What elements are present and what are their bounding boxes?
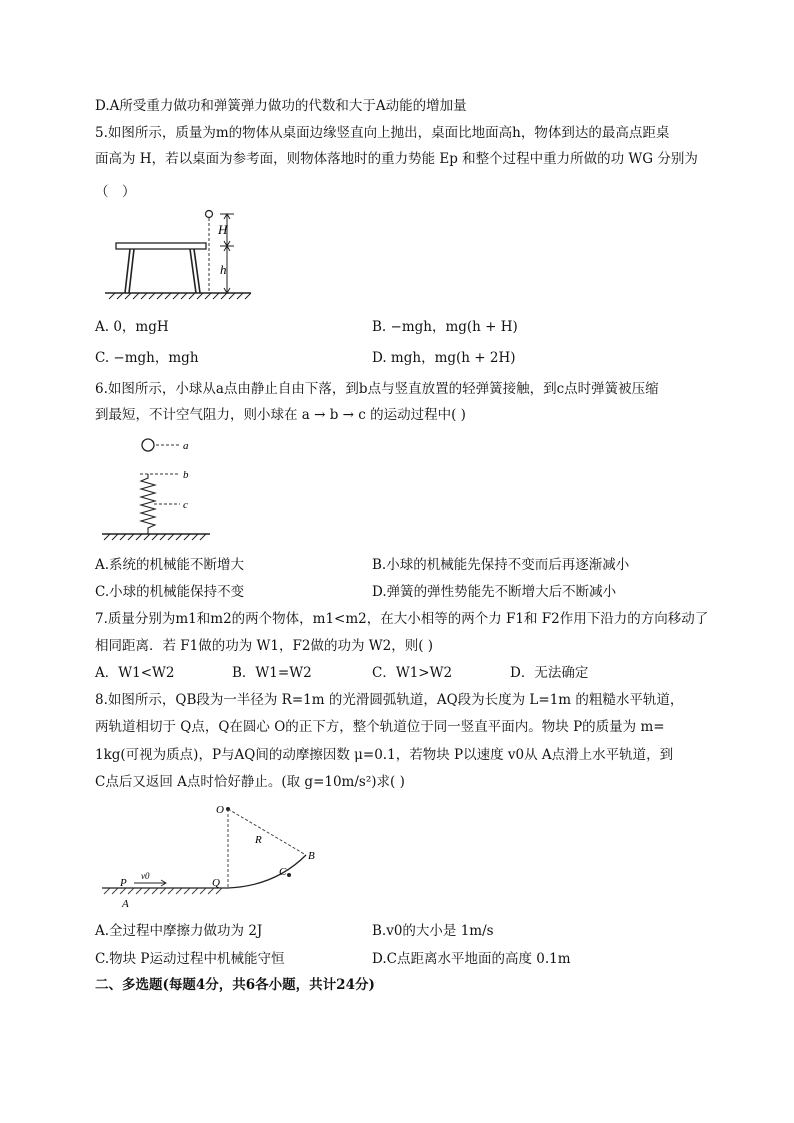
q5-stem-line1: 5.如图所示，质量为m的物体从桌面边缘竖直向上抛出，桌面比地面高h，物体到达的最高点距桌 (95, 125, 670, 141)
q6-option-d: D.弹簧的弹性势能先不断增大后不断减小 (372, 584, 617, 600)
q8-stem-line4: C点后又返回 A点时恰好静止。(取 g=10m/s²)求( ) (95, 774, 405, 790)
q5-table-figure (103, 205, 253, 300)
arc-track-QB (228, 855, 306, 888)
label-c: c (183, 499, 188, 511)
thrown-object (206, 211, 213, 218)
label-C: C (279, 866, 287, 878)
label-P: P (120, 877, 127, 889)
q4-option-d: D.A所受重力做功和弹簧弹力做功的代数和大于A动能的增加量 (95, 98, 467, 114)
ground (105, 293, 251, 299)
q8-track-figure (100, 800, 330, 914)
q7-stem-line2: 相同距离．若 F1做的功为 W1，F2做的功为 W2，则( ) (95, 638, 434, 654)
spring (141, 474, 155, 534)
q6-option-c: C.小球的机械能保持不变 (95, 584, 245, 600)
q7-option-d: D．无法确定 (510, 665, 589, 681)
q6-stem-line2: 到最短，不计空气阻力，则小球在 a → b → c 的运动过程中( ) (95, 407, 466, 423)
q8-stem-line2: 两轨道相切于 Q点，Q在圆心 O的正下方，整个轨道位于同一竖直平面内。物块 P的质量为 m= (95, 719, 665, 735)
q5-stem-line3: （ ） (95, 184, 136, 200)
label-h: h (220, 262, 227, 277)
q6-stem-line1: 6.如图所示，小球从a点由静止自由下落，到b点与竖直放置的轻弹簧接触，到c点时弹簧被压缩 (95, 381, 659, 397)
label-B: B (308, 850, 315, 862)
section-heading-multiple-choice: 二、多选题(每题4分，共6各小题，共计24分) (95, 977, 375, 993)
label-R: R (255, 834, 262, 846)
label-O: O (216, 804, 224, 816)
ball (142, 439, 154, 451)
q8-option-a: A.全过程中摩擦力做功为 2J (95, 923, 263, 939)
q5-option-b: B. −mgh，mg(h + H) (372, 319, 518, 335)
q8-stem-line1: 8.如图所示，QB段为一半径为 R=1m 的光滑圆弧轨道，AQ段为长度为 L=1m 的粗糙水平轨道， (95, 692, 684, 708)
q7-option-c: C．W1>W2 (372, 665, 453, 681)
point-C (287, 873, 291, 877)
label-Q: Q (212, 877, 220, 889)
table (116, 243, 206, 293)
label-v0: v0 (141, 871, 150, 881)
q7-option-a: A．W1<W2 (95, 665, 175, 681)
q5-stem-line2: 面高为 H，若以桌面为参考面，则物体落地时的重力势能 Ep 和整个过程中重力所做的功 WG 分别为 (95, 151, 698, 167)
radius-R (228, 809, 306, 855)
q7-stem-line1: 7.质量分别为m1和m2的两个物体，m1<m2，在大小相等的两个力 F1和 F2作用下沿力的方向移动了 (95, 611, 709, 627)
q6-spring-figure (100, 434, 212, 546)
q8-option-c: C.物块 P运动过程中机械能守恒 (95, 951, 285, 967)
q5-option-c: C. −mgh，mgh (95, 350, 199, 366)
q8-stem-line3: 1kg(可视为质点)，P与AQ间的动摩擦因数 μ=0.1，若物块 P以速度 v0从 A点滑上水平轨道，到 (95, 747, 674, 763)
q8-option-b: B.v0的大小是 1m/s (372, 923, 494, 939)
label-A: A (122, 898, 129, 910)
q6-option-a: A.系统的机械能不断增大 (95, 557, 245, 573)
q5-option-a: A. 0，mgH (95, 319, 169, 335)
q5-option-d: D. mgh，mg(h + 2H) (372, 350, 516, 366)
label-H: H (218, 222, 228, 237)
q6-option-b: B.小球的机械能先保持不变而后再逐渐减小 (372, 557, 630, 573)
label-b: b (183, 469, 189, 481)
q7-option-b: B．W1=W2 (232, 665, 312, 681)
q8-option-d: D.C点距离水平地面的高度 0.1m (372, 951, 571, 967)
label-a: a (183, 440, 189, 452)
